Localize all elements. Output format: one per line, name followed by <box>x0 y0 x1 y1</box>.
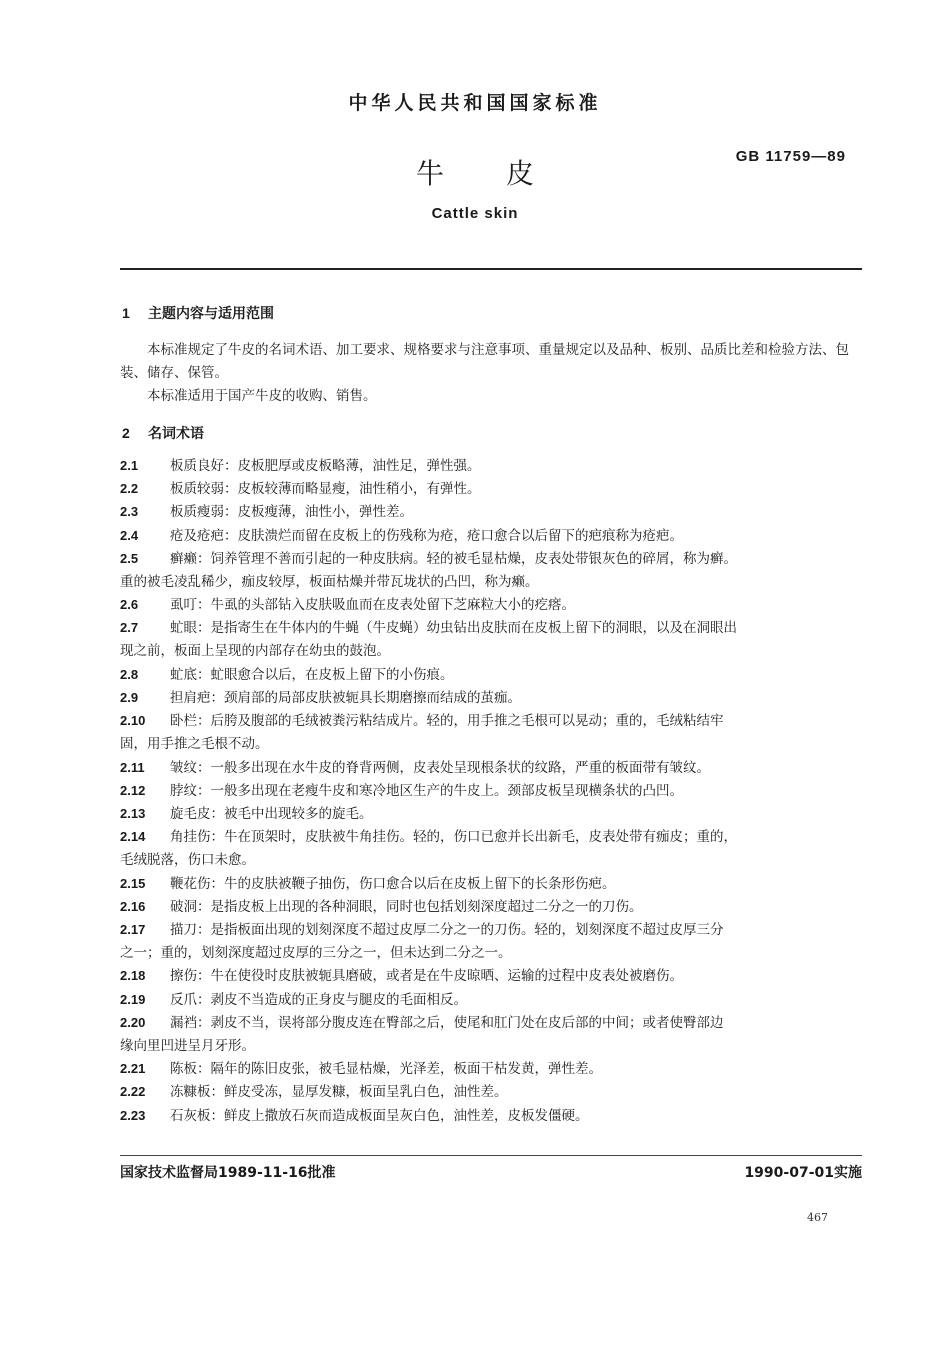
term-text-continuation: 重的被毛凌乱稀少，痂皮较厚，板面枯燥并带瓦垅状的凸凹，称为癞。 <box>120 573 539 590</box>
term-item <box>120 964 862 988</box>
section-number: 1 <box>122 305 130 321</box>
term-item <box>120 825 862 872</box>
term-item <box>120 709 862 756</box>
term-text: 石灰板：鲜皮上撒放石灰而造成板面呈灰白色，油性差，皮板发僵硬。 <box>170 1107 589 1124</box>
term-text-continuation: 缘向里凹进呈月牙形。 <box>120 1037 255 1054</box>
term-number: 2.6 <box>120 597 139 613</box>
term-item <box>120 1057 862 1081</box>
term-number: 2.22 <box>120 1084 146 1100</box>
term-number: 2.16 <box>120 898 146 914</box>
section-title: 名词术语 <box>148 426 204 442</box>
term-number: 2.5 <box>120 550 139 566</box>
page-number: 467 <box>807 1211 828 1224</box>
term-text: 皱纹：一般多出现在水牛皮的脊背两侧，皮表处呈现根条状的纹路，严重的板面带有皱纹。 <box>170 759 710 776</box>
term-text: 陈板：隔年的陈旧皮张，被毛显枯燥，光泽差，板面干枯发黄，弹性差。 <box>170 1061 602 1078</box>
term-number: 2.7 <box>120 620 139 636</box>
term-item <box>120 616 862 663</box>
term-text: 癣癞：饲养管理不善而引起的一种皮肤病。轻的被毛显枯燥，皮表处带银灰色的碎屑，称为癣。 <box>170 550 737 567</box>
term-number: 2.20 <box>120 1014 146 1030</box>
term-text: 反爪：剥皮不当造成的正身皮与腿皮的毛面相反。 <box>170 991 467 1008</box>
term-number: 2.8 <box>120 666 139 682</box>
term-number: 2.9 <box>120 690 139 705</box>
term-text: 担肩疤：颈肩部的局部皮肤被轭具长期磨擦而结成的茧痂。 <box>170 690 521 706</box>
term-item <box>120 872 862 896</box>
section-title: 主题内容与适用范围 <box>148 306 274 322</box>
term-number: 2.12 <box>120 782 146 798</box>
section-1-paragraph-2: 本标准适用于国产牛皮的收购、销售。 <box>147 388 377 404</box>
term-item <box>120 593 862 617</box>
section-1-paragraph-1: 本标准规定了牛皮的名词术语、加工要求、规格要求与注意事项、重量规定以及品种、板别、品质比差和检验方法、包装、储存、保管。 <box>120 342 849 381</box>
term-text: 擦伤：牛在使役时皮肤被轭具磨破，或者是在牛皮晾晒、运输的过程中皮表处被磨伤。 <box>170 968 683 985</box>
term-number: 2.15 <box>120 875 146 891</box>
term-text-continuation: 之一；重的，划刻深度超过皮厚的三分之一，但未达到二分之一。 <box>120 945 512 961</box>
term-text: 漏裆：剥皮不当，误将部分腹皮连在臀部之后，使尾和肛门处在皮后部的中间；或者使臀部边 <box>170 1014 724 1031</box>
term-item <box>120 779 862 803</box>
term-text: 卧栏：后胯及腹部的毛绒被粪污粘结成片。轻的，用手推之毛根可以晃动；重的，毛绒粘结牢 <box>170 713 724 730</box>
term-text: 鞭花伤：牛的皮肤被鞭子抽伤，伤口愈合以后在皮板上留下的长条形伤疤。 <box>170 875 616 892</box>
term-text-continuation: 现之前，板面上呈现的内部存在幼虫的鼓泡。 <box>120 643 390 660</box>
term-item <box>120 895 862 919</box>
term-item <box>120 756 862 780</box>
approval-statement: 国家技术监督局1989-11-16批准 <box>120 1165 336 1181</box>
term-item <box>120 686 862 710</box>
header-rule <box>120 268 862 270</box>
term-item <box>120 663 862 687</box>
term-text: 冻糠板：鲜皮受冻，显厚发糠，板面呈乳白色，油性差。 <box>170 1084 508 1101</box>
term-item <box>120 524 862 548</box>
term-text: 旋毛皮：被毛中出现较多的旋毛。 <box>170 806 373 822</box>
term-text-continuation: 固，用手推之毛根不动。 <box>120 736 269 753</box>
term-item <box>120 1080 862 1104</box>
term-item <box>120 477 862 501</box>
term-number: 2.11 <box>120 759 145 775</box>
term-text: 角挂伤：牛在顶架时，皮肤被牛角挂伤。轻的，伤口已愈并长出新毛，皮表处带有痂皮；重的， <box>170 829 737 846</box>
term-number: 2.21 <box>120 1061 146 1077</box>
term-number: 2.23 <box>120 1107 146 1123</box>
term-text: 虻底：虻眼愈合以后，在皮板上留下的小伤痕。 <box>170 666 454 683</box>
term-number: 2.17 <box>120 922 146 937</box>
term-text: 板质良好：皮板肥厚或皮板略薄，油性足，弹性强。 <box>170 458 481 474</box>
term-text: 虱叮：牛虱的头部钻入皮肤吸血而在皮表处留下芝麻粒大小的疙瘩。 <box>170 597 575 614</box>
term-number: 2.19 <box>120 991 146 1007</box>
term-item <box>120 802 862 826</box>
term-item <box>120 547 862 594</box>
section-2-heading <box>122 423 204 443</box>
term-item <box>120 1011 862 1058</box>
term-item <box>120 500 862 524</box>
term-item <box>120 1104 862 1128</box>
term-text: 虻眼：是指寄生在牛体内的牛蝇（牛皮蝇）幼虫钻出皮肤而在皮板上留下的洞眼，以及在洞眼出 <box>170 620 737 637</box>
standard-number: GB 11759—89 <box>735 148 846 165</box>
term-item <box>120 988 862 1012</box>
english-title: Cattle skin <box>431 205 519 222</box>
term-text: 描刀：是指板面出现的划刻深度不超过皮厚二分之一的刀伤。轻的，划刻深度不超过皮厚三分 <box>170 922 724 938</box>
footer-rule <box>120 1155 862 1156</box>
term-text-continuation: 毛绒脱落，伤口未愈。 <box>120 852 255 869</box>
term-number: 2.1 <box>120 458 139 473</box>
term-number: 2.10 <box>120 713 146 729</box>
term-number: 2.3 <box>120 504 139 520</box>
term-item <box>120 918 862 965</box>
term-number: 2.2 <box>120 481 139 497</box>
term-text: 破洞：是指皮板上出现的各种洞眼，同时也包括划刻深度超过二分之一的刀伤。 <box>170 898 643 915</box>
standard-category-title: 中华人民共和国国家标准 <box>348 92 602 114</box>
term-text: 板质较弱：皮板较薄而略显瘦，油性稍小，有弹性。 <box>170 481 481 498</box>
term-text: 疮及疮疤：皮肤溃烂而留在皮板上的伤残称为疮，疮口愈合以后留下的疤痕称为疮疤。 <box>170 527 683 544</box>
term-text: 板质瘦弱：皮板瘦薄，油性小，弹性差。 <box>170 504 413 521</box>
term-text: 脖纹：一般多出现在老瘦牛皮和寒冷地区生产的牛皮上。颈部皮板呈现横条状的凸凹。 <box>170 782 683 799</box>
section-number: 2 <box>122 425 130 441</box>
term-number: 2.14 <box>120 829 146 845</box>
implementation-date: 1990-07-01实施 <box>744 1165 862 1181</box>
section-1-heading <box>122 303 274 323</box>
term-number: 2.4 <box>120 527 139 543</box>
term-number: 2.18 <box>120 968 146 984</box>
term-number: 2.13 <box>120 806 146 821</box>
term-item <box>120 454 862 478</box>
document-title: 牛皮 <box>415 157 596 190</box>
